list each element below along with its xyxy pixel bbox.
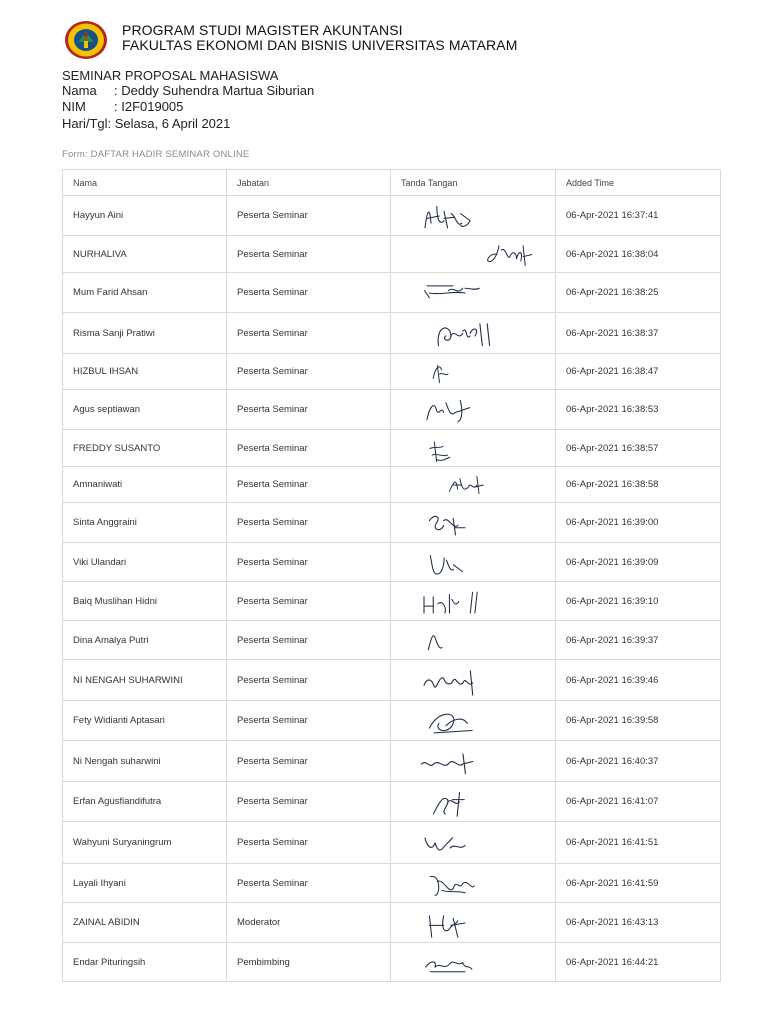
- seminar-info: [62, 68, 314, 132]
- header-nama: Nama: [63, 170, 227, 196]
- handwritten-signature: [405, 865, 525, 902]
- cell-added-time: 06-Apr-2021 16:39:46: [556, 660, 721, 701]
- cell-tanda-tangan: [391, 903, 556, 943]
- cell-tanda-tangan: [391, 196, 556, 236]
- cell-added-time: 06-Apr-2021 16:39:37: [556, 621, 721, 660]
- cell-jabatan: Peserta Seminar: [227, 354, 391, 390]
- cell-tanda-tangan: [391, 660, 556, 701]
- cell-added-time: 06-Apr-2021 16:37:41: [556, 196, 721, 236]
- cell-nama: Wahyuni Suryaningrum: [63, 822, 227, 864]
- nama-value: : Deddy Suhendra Martua Siburian: [114, 83, 315, 98]
- handwritten-signature: [403, 742, 523, 781]
- cell-nama: Layali Ihyani: [63, 864, 227, 903]
- cell-nama: NI NENGAH SUHARWINI: [63, 660, 227, 701]
- date-row: [62, 116, 314, 132]
- cell-nama: ZAINAL ABIDIN: [63, 903, 227, 943]
- document-header: [64, 18, 724, 62]
- cell-added-time: 06-Apr-2021 16:39:00: [556, 503, 721, 543]
- faculty-title: FAKULTAS EKONOMI DAN BISNIS UNIVERSITAS MATARAM: [122, 37, 518, 53]
- cell-tanda-tangan: [391, 503, 556, 543]
- cell-tanda-tangan: [391, 273, 556, 313]
- table-row: [63, 430, 721, 467]
- form-label: Form: DAFTAR HADIR SEMINAR ONLINE: [62, 149, 250, 160]
- table-row: [63, 582, 721, 621]
- cell-jabatan: Peserta Seminar: [227, 822, 391, 864]
- cell-nama: Ni Nengah suharwini: [63, 741, 227, 782]
- seminar-title: SEMINAR PROPOSAL MAHASISWA: [62, 68, 279, 83]
- cell-jabatan: Peserta Seminar: [227, 621, 391, 660]
- handwritten-signature: [409, 783, 529, 821]
- handwritten-signature: [403, 197, 523, 235]
- cell-added-time: 06-Apr-2021 16:44:21: [556, 943, 721, 982]
- cell-added-time: 06-Apr-2021 16:43:13: [556, 903, 721, 943]
- cell-jabatan: Peserta Seminar: [227, 430, 391, 467]
- handwritten-signature: [405, 823, 525, 863]
- handwritten-signature: [403, 661, 523, 700]
- nim-row: [62, 99, 314, 115]
- handwritten-signature: [405, 274, 525, 312]
- cell-jabatan: Peserta Seminar: [227, 782, 391, 822]
- handwritten-signature: [403, 622, 523, 659]
- cell-nama: Mum Farid Ahsan: [63, 273, 227, 313]
- table-row: [63, 543, 721, 582]
- cell-tanda-tangan: [391, 467, 556, 503]
- handwritten-signature: [439, 237, 556, 272]
- cell-tanda-tangan: [391, 943, 556, 982]
- handwritten-signature: [405, 355, 525, 389]
- cell-jabatan: Peserta Seminar: [227, 503, 391, 543]
- table-row: [63, 390, 721, 430]
- cell-added-time: 06-Apr-2021 16:41:59: [556, 864, 721, 903]
- cell-added-time: 06-Apr-2021 16:39:58: [556, 701, 721, 741]
- table-row: [63, 943, 721, 982]
- cell-nama: HIZBUL IHSAN: [63, 354, 227, 390]
- program-title: PROGRAM STUDI MAGISTER AKUNTANSI: [122, 22, 403, 38]
- cell-jabatan: Peserta Seminar: [227, 864, 391, 903]
- cell-tanda-tangan: [391, 741, 556, 782]
- table-row: [63, 236, 721, 273]
- cell-nama: NURHALIVA: [63, 236, 227, 273]
- cell-jabatan: Peserta Seminar: [227, 582, 391, 621]
- cell-jabatan: Peserta Seminar: [227, 467, 391, 503]
- cell-jabatan: Peserta Seminar: [227, 701, 391, 741]
- cell-added-time: 06-Apr-2021 16:38:37: [556, 313, 721, 354]
- nim-label: NIM: [62, 99, 86, 114]
- cell-added-time: 06-Apr-2021 16:41:51: [556, 822, 721, 864]
- header-added-time: Added Time: [556, 170, 721, 196]
- cell-tanda-tangan: [391, 354, 556, 390]
- cell-nama: Baiq Muslihan Hidni: [63, 582, 227, 621]
- header-jabatan: Jabatan: [227, 170, 391, 196]
- table-row: [63, 354, 721, 390]
- cell-nama: Endar Pituringsih: [63, 943, 227, 982]
- table-row: [63, 273, 721, 313]
- handwritten-signature: [405, 904, 525, 942]
- cell-added-time: 06-Apr-2021 16:38:25: [556, 273, 721, 313]
- cell-nama: Dina Amalya Putri: [63, 621, 227, 660]
- cell-tanda-tangan: [391, 543, 556, 582]
- cell-nama: Sinta Anggraini: [63, 503, 227, 543]
- cell-nama: Agus septiawan: [63, 390, 227, 430]
- cell-added-time: 06-Apr-2021 16:39:10: [556, 582, 721, 621]
- cell-jabatan: Peserta Seminar: [227, 543, 391, 582]
- cell-jabatan: Peserta Seminar: [227, 390, 391, 430]
- cell-jabatan: Moderator: [227, 903, 391, 943]
- table-row: [63, 467, 721, 503]
- cell-added-time: 06-Apr-2021 16:38:47: [556, 354, 721, 390]
- cell-nama: Fety Widianti Aptasari: [63, 701, 227, 741]
- cell-tanda-tangan: [391, 313, 556, 354]
- cell-nama: FREDDY SUSANTO: [63, 430, 227, 467]
- cell-nama: Amnaniwati: [63, 467, 227, 503]
- nama-label: Nama: [62, 83, 97, 98]
- table-row: [63, 903, 721, 943]
- handwritten-signature: [405, 702, 525, 740]
- handwritten-signature: [419, 468, 539, 502]
- nama-row: [62, 83, 314, 99]
- table-row: [63, 701, 721, 741]
- table-row: [63, 660, 721, 701]
- cell-tanda-tangan: [391, 390, 556, 430]
- table-header-row: [63, 170, 721, 196]
- table-row: [63, 822, 721, 864]
- cell-tanda-tangan: [391, 582, 556, 621]
- table-row: [63, 864, 721, 903]
- cell-tanda-tangan: [391, 864, 556, 903]
- date-label: Hari/Tgl: [62, 116, 108, 131]
- cell-nama: Risma Sanji Pratiwi: [63, 313, 227, 354]
- handwritten-signature: [405, 391, 525, 429]
- handwritten-signature: [405, 504, 525, 542]
- cell-tanda-tangan: [391, 430, 556, 467]
- university-seal-logo: [64, 20, 108, 60]
- cell-added-time: 06-Apr-2021 16:38:57: [556, 430, 721, 467]
- header-tanda-tangan: Tanda Tangan: [391, 170, 556, 196]
- cell-nama: Erfan Agusfiandifutra: [63, 782, 227, 822]
- handwritten-signature: [405, 544, 525, 581]
- cell-added-time: 06-Apr-2021 16:39:09: [556, 543, 721, 582]
- cell-jabatan: Peserta Seminar: [227, 660, 391, 701]
- cell-jabatan: Peserta Seminar: [227, 741, 391, 782]
- table-row: [63, 196, 721, 236]
- nim-value: : I2F019005: [114, 99, 184, 114]
- table-row: [63, 782, 721, 822]
- table-row: [63, 741, 721, 782]
- attendance-table: [62, 169, 721, 982]
- cell-added-time: 06-Apr-2021 16:40:37: [556, 741, 721, 782]
- cell-added-time: 06-Apr-2021 16:38:04: [556, 236, 721, 273]
- table-row: [63, 621, 721, 660]
- table-row: [63, 503, 721, 543]
- cell-jabatan: Peserta Seminar: [227, 313, 391, 354]
- cell-jabatan: Peserta Seminar: [227, 273, 391, 313]
- cell-tanda-tangan: [391, 236, 556, 273]
- table-row: [63, 313, 721, 354]
- cell-tanda-tangan: [391, 822, 556, 864]
- cell-jabatan: Pembimbing: [227, 943, 391, 982]
- cell-added-time: 06-Apr-2021 16:41:07: [556, 782, 721, 822]
- date-value: : Selasa, 6 April 2021: [107, 116, 231, 131]
- cell-tanda-tangan: [391, 701, 556, 741]
- cell-tanda-tangan: [391, 621, 556, 660]
- cell-jabatan: Peserta Seminar: [227, 236, 391, 273]
- cell-nama: Hayyun Aini: [63, 196, 227, 236]
- handwritten-signature: [415, 314, 535, 353]
- handwritten-signature: [405, 431, 525, 466]
- cell-tanda-tangan: [391, 782, 556, 822]
- cell-added-time: 06-Apr-2021 16:38:53: [556, 390, 721, 430]
- cell-jabatan: Peserta Seminar: [227, 196, 391, 236]
- cell-nama: Viki Ulandari: [63, 543, 227, 582]
- handwritten-signature: [405, 944, 525, 981]
- handwritten-signature: [401, 583, 521, 620]
- cell-added-time: 06-Apr-2021 16:38:58: [556, 467, 721, 503]
